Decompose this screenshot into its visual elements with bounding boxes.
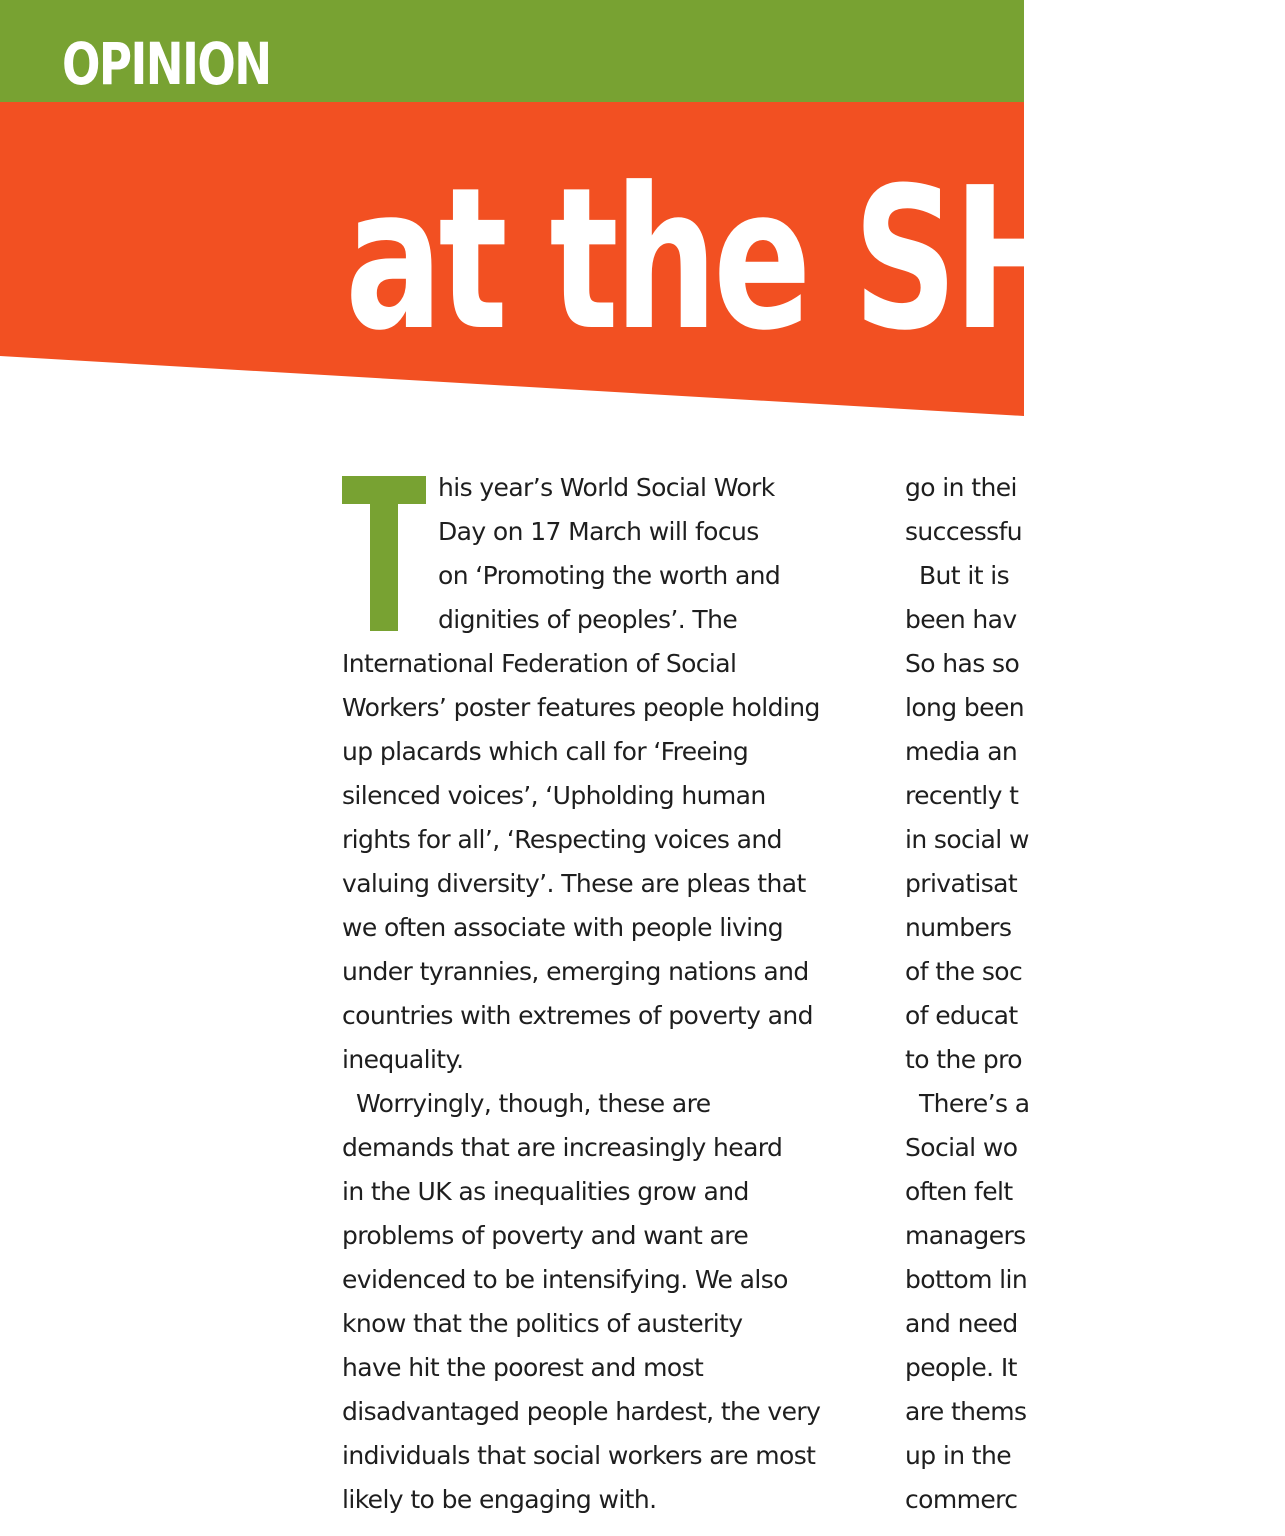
paragraph-1-rest: [342, 642, 867, 1082]
text-line: to the pro: [905, 1045, 1022, 1074]
text-line: in the UK as inequalities grow and: [342, 1177, 749, 1206]
text-line: successfu: [905, 517, 1023, 546]
text-line: inequality.: [342, 1045, 464, 1074]
text-line: dignities of peoples’. The: [438, 605, 738, 634]
text-line: numbers: [905, 913, 1012, 942]
text-line: of educat: [905, 1001, 1018, 1030]
text-line: There’s a: [919, 1089, 1030, 1118]
text-line: evidenced to be intensifying. We also: [342, 1265, 788, 1294]
text-line: up placards which call for ‘Freeing: [342, 737, 749, 766]
text-line: Day on 17 March will focus: [438, 517, 759, 546]
text-line: long been: [905, 693, 1024, 722]
text-line: valuing diversity’. These are pleas that: [342, 869, 806, 898]
text-line: go in thei: [905, 473, 1017, 502]
text-line: disadvantaged people hardest, the very: [342, 1397, 821, 1426]
text-line: and need: [905, 1309, 1018, 1338]
text-line: silenced voices’, ‘Upholding human: [342, 781, 766, 810]
text-line: demands that are increasingly heard: [342, 1133, 783, 1162]
text-line: we often associate with people living: [342, 913, 784, 942]
text-line: But it is: [919, 561, 1010, 590]
text-line: often felt: [905, 1177, 1013, 1206]
text-line: managers: [905, 1221, 1026, 1250]
text-line: know that the politics of austerity: [342, 1309, 743, 1338]
text-line: of the soc: [905, 957, 1023, 986]
text-line: countries with extremes of poverty and: [342, 1001, 813, 1030]
text-line: Social wo: [905, 1133, 1018, 1162]
text-line: on ‘Promoting the worth and: [438, 561, 781, 590]
text-line: rights for all’, ‘Respecting voices and: [342, 825, 782, 854]
text-line: individuals that social workers are most: [342, 1441, 816, 1470]
article-column-2: [905, 466, 1030, 1522]
text-line: problems of poverty and want are: [342, 1221, 749, 1250]
text-line: Worryingly, though, these are: [356, 1089, 711, 1118]
text-line: commerc: [905, 1485, 1018, 1514]
text-line: up in the: [905, 1441, 1012, 1470]
text-line: International Federation of Social: [342, 649, 737, 678]
text-line: people. It: [905, 1353, 1017, 1382]
text-line: under tyrannies, emerging nations and: [342, 957, 809, 986]
headline: at the SHAR: [345, 146, 1285, 374]
text-line: are thems: [905, 1397, 1027, 1426]
text-line: his year’s World Social Work: [438, 473, 775, 502]
text-line: recently t: [905, 781, 1019, 810]
text-line: Workers’ poster features people holding: [342, 693, 820, 722]
text-line: likely to be engaging with.: [342, 1485, 657, 1514]
text-line: privatisat: [905, 869, 1018, 898]
text-line: in social w: [905, 825, 1029, 854]
section-label: OPINION: [62, 30, 271, 98]
text-line: have hit the poorest and most: [342, 1353, 704, 1382]
text-line: media an: [905, 737, 1018, 766]
text-line: So has so: [905, 649, 1020, 678]
paragraph-2: [342, 1082, 867, 1522]
text-line: been hav: [905, 605, 1017, 634]
article-column-1: [342, 466, 867, 1522]
drop-cap-lines: [342, 466, 867, 642]
text-line: bottom lin: [905, 1265, 1028, 1294]
